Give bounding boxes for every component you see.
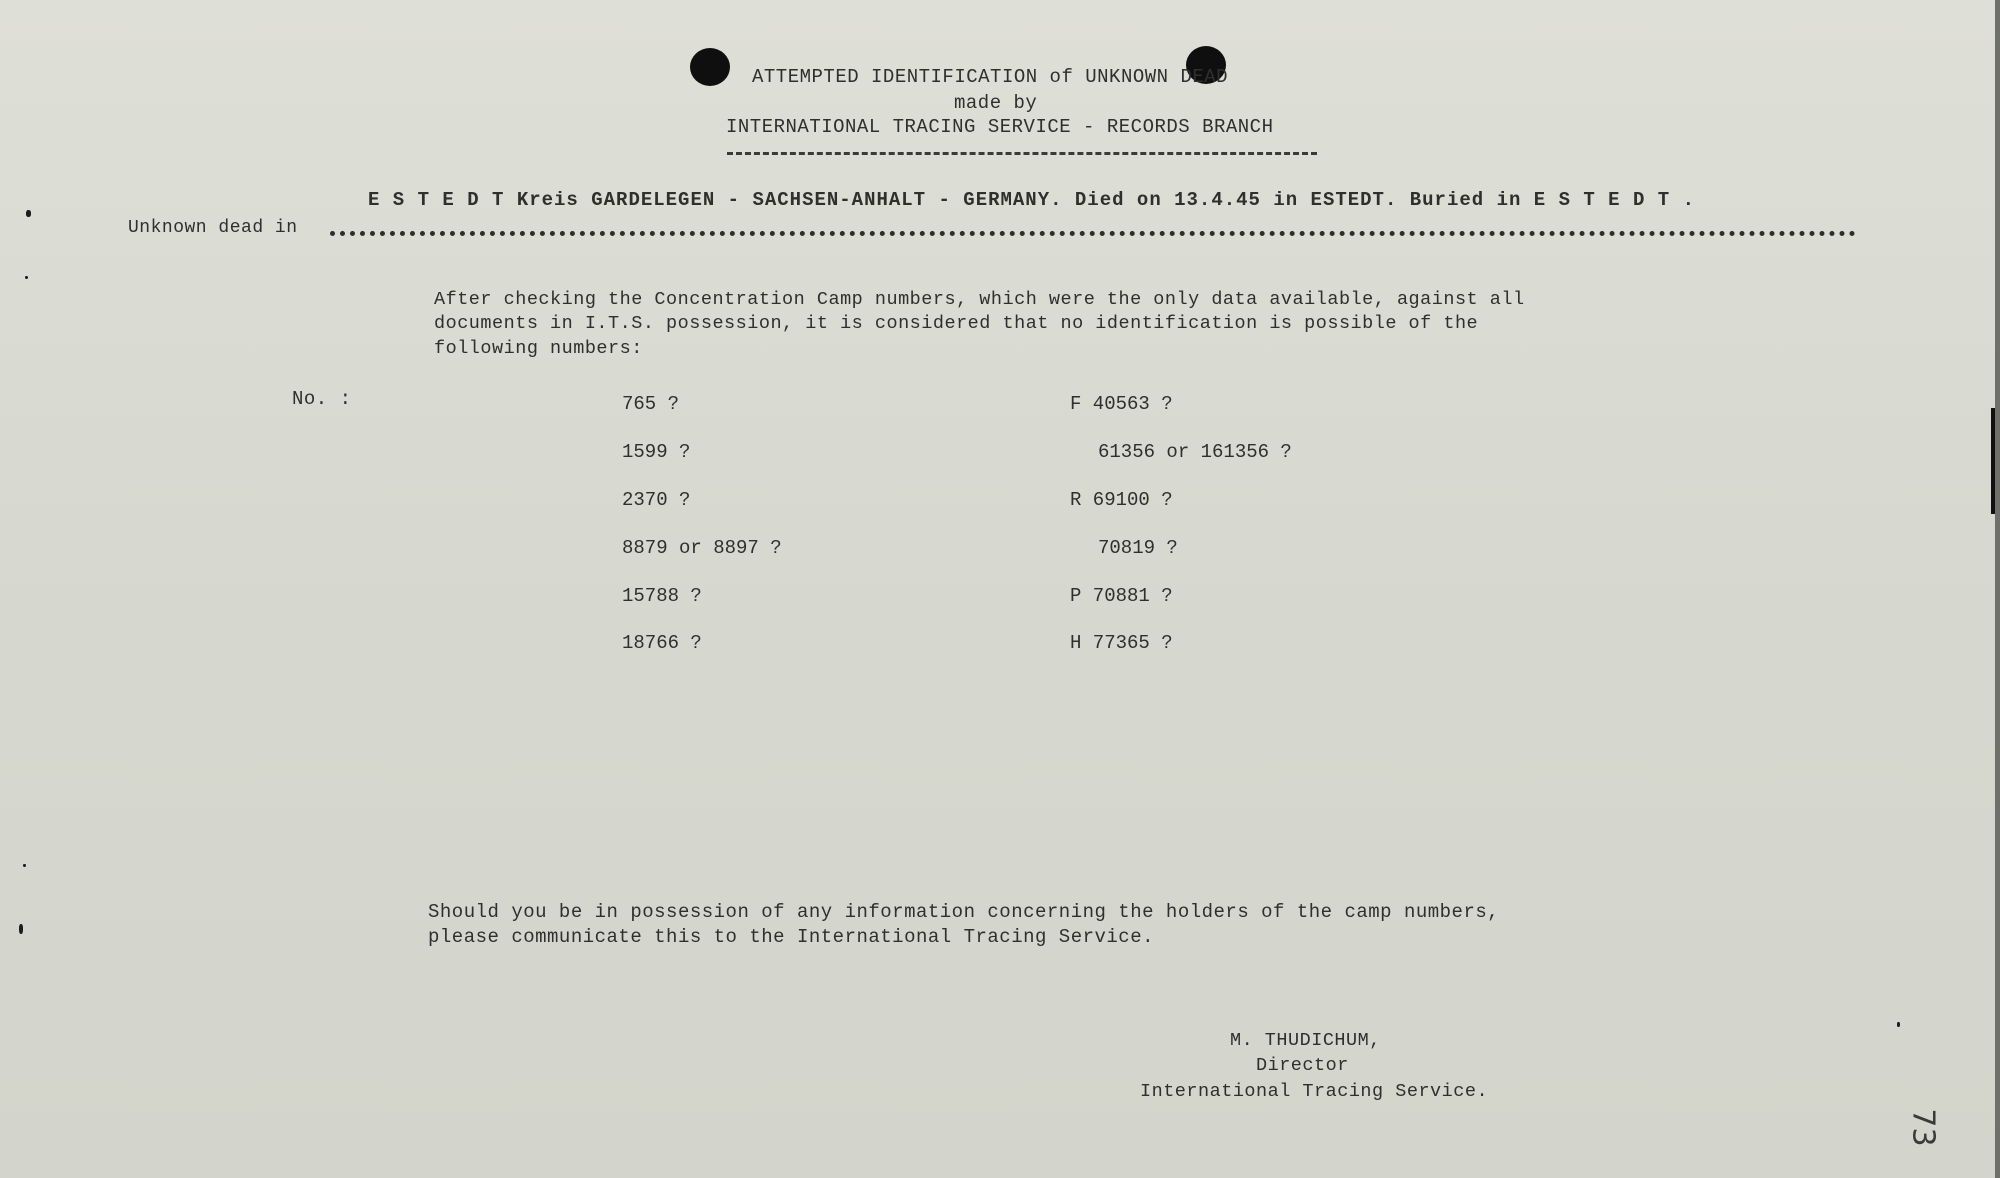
camp-number: 2370 ? bbox=[622, 489, 691, 511]
title-underline bbox=[727, 152, 1317, 155]
ink-speck bbox=[25, 276, 28, 279]
dotted-leader-line bbox=[330, 231, 1856, 236]
page-edge-shadow bbox=[1991, 408, 1995, 514]
closing-line-1: Should you be in possession of any information concerning the holders of the camp numbers, bbox=[428, 901, 1500, 923]
intro-line-2: documents in I.T.S. possession, it is considered that no identification is possible of the bbox=[434, 313, 1479, 334]
signatory-title: Director bbox=[1256, 1055, 1349, 1076]
camp-number: 70819 ? bbox=[1098, 537, 1178, 559]
ink-speck bbox=[23, 864, 26, 867]
numbers-label: No. : bbox=[292, 388, 352, 410]
title-organization: INTERNATIONAL TRACING SERVICE - RECORDS BRANCH bbox=[726, 116, 1274, 138]
signatory-organization: International Tracing Service. bbox=[1140, 1081, 1489, 1102]
punch-hole-left bbox=[690, 48, 730, 86]
burial-location-text: E S T E D T Kreis GARDELEGEN - SACHSEN-ANHALT - GERMANY. Died on 13.4.45 in ESTEDT. Buried in E S T E D T . bbox=[368, 189, 1695, 211]
camp-number: 15788 ? bbox=[622, 585, 702, 607]
ink-speck bbox=[19, 924, 23, 934]
closing-line-2: please communicate this to the International Tracing Service. bbox=[428, 926, 1155, 948]
camp-number: 1599 ? bbox=[622, 441, 691, 463]
unknown-dead-label: Unknown dead in bbox=[128, 218, 298, 238]
camp-number: 765 ? bbox=[622, 393, 680, 415]
intro-line-1: After checking the Concentration Camp numbers, which were the only data available, against all bbox=[434, 289, 1525, 310]
camp-number: 18766 ? bbox=[622, 632, 702, 654]
camp-number: R 69100 ? bbox=[1070, 489, 1173, 511]
ink-speck bbox=[26, 210, 31, 217]
ink-speck bbox=[1897, 1022, 1900, 1027]
intro-line-3: following numbers: bbox=[434, 338, 643, 359]
camp-number: F 40563 ? bbox=[1070, 393, 1173, 415]
document-title: ATTEMPTED IDENTIFICATION of UNKNOWN DEAD bbox=[752, 66, 1229, 88]
title-made-by: made by bbox=[954, 92, 1038, 114]
camp-number: H 77365 ? bbox=[1070, 632, 1173, 654]
camp-number: P 70881 ? bbox=[1070, 585, 1173, 607]
signatory-name: M. THUDICHUM, bbox=[1230, 1030, 1381, 1051]
camp-number: 61356 or 161356 ? bbox=[1098, 441, 1292, 463]
page-number: 73 bbox=[1905, 1108, 1941, 1147]
camp-number: 8879 or 8897 ? bbox=[622, 537, 782, 559]
